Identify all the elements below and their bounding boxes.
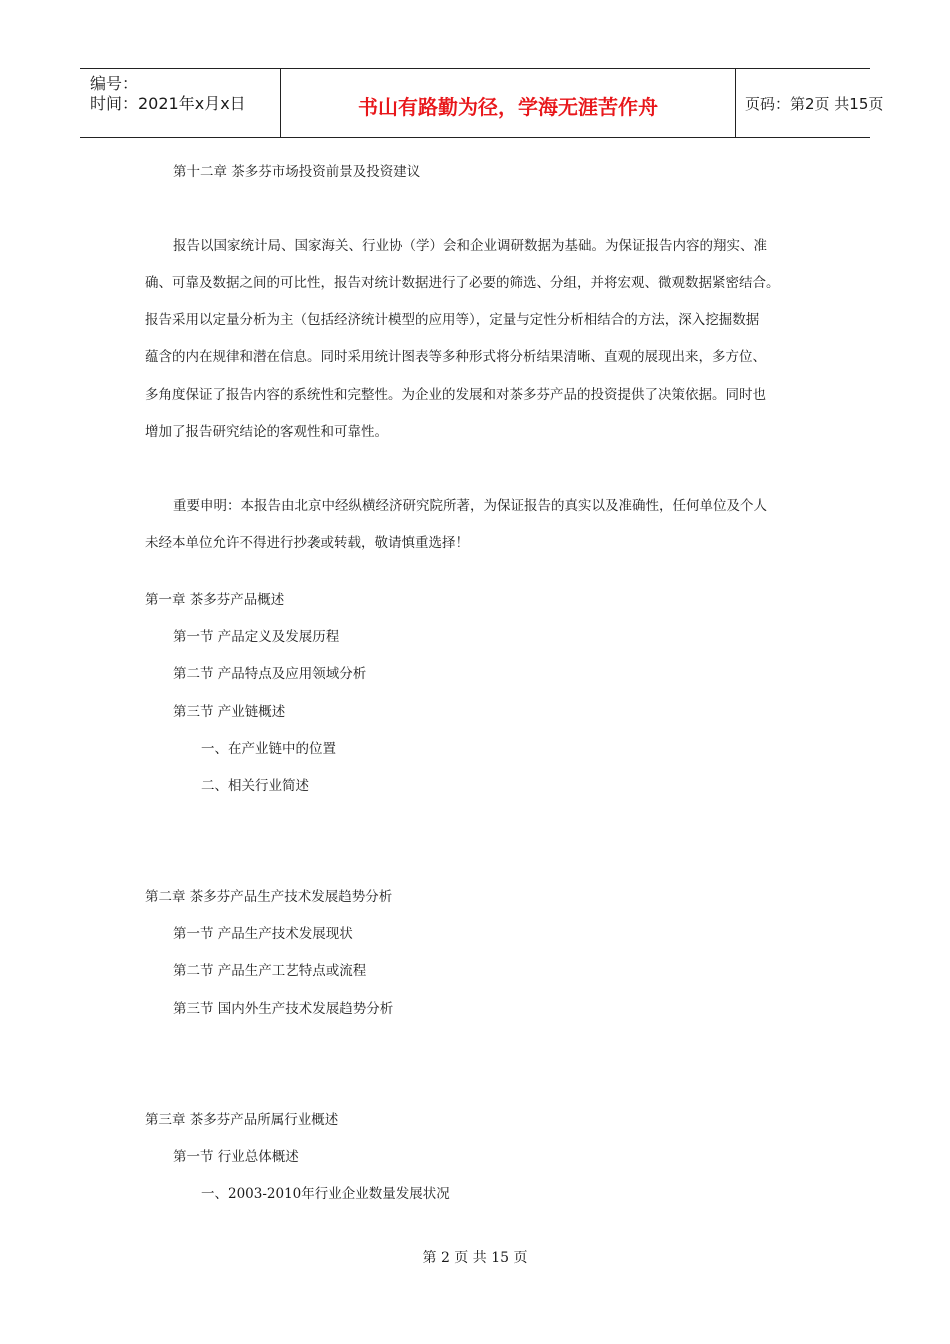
- intro-line: 增加了报告研究结论的客观性和可靠性。: [145, 424, 388, 440]
- page-footer: 第 2 页 共 15 页: [422, 1250, 528, 1266]
- toc-section: 第一节 产品生产技术发展现状: [173, 926, 353, 942]
- intro-line: 多角度保证了报告内容的系统性和完整性。为企业的发展和对茶多芬产品的投资提供了决策依据。同时也: [145, 387, 766, 403]
- intro-line: 报告以国家统计局、国家海关、行业协（学）会和企业调研数据为基础。为保证报告内容的翔实、准: [173, 238, 767, 254]
- toc-chapter: 第一章 茶多芬产品概述: [145, 592, 285, 608]
- header-motto: 书山有路勤为径，学海无涯苦作舟: [358, 95, 658, 119]
- header-motto-cell: [280, 69, 736, 137]
- document-code-label: 编号：: [90, 74, 139, 93]
- intro-line: 蕴含的内在规律和潜在信息。同时采用统计图表等多种形式将分析结果清晰、直观的展现出来，多方位、: [145, 349, 766, 365]
- header-page-info: 页码：第2页 共15页: [745, 95, 884, 113]
- notice-line: 未经本单位允许不得进行抄袭或转载，敬请慎重选择！: [145, 535, 469, 551]
- toc-section: 第一节 行业总体概述: [173, 1149, 299, 1165]
- header-page-cell: [735, 69, 884, 137]
- chapter-12-title: 第十二章 茶多芬市场投资前景及投资建议: [173, 164, 421, 180]
- document-time: 时间：2021年x月x日: [90, 94, 246, 113]
- header-meta-cell: [80, 69, 280, 137]
- toc-chapter: 第二章 茶多芬产品生产技术发展趋势分析: [145, 889, 393, 905]
- toc-section: 第三节 国内外生产技术发展趋势分析: [173, 1001, 394, 1017]
- toc-item: 一、在产业链中的位置: [201, 741, 336, 757]
- toc-item: 二、相关行业简述: [201, 778, 309, 794]
- toc-section: 第三节 产业链概述: [173, 704, 286, 720]
- toc-section: 第一节 产品定义及发展历程: [173, 629, 340, 645]
- toc-chapter: 第三章 茶多芬产品所属行业概述: [145, 1112, 339, 1128]
- document-header: [80, 68, 884, 138]
- intro-line: 报告采用以定量分析为主（包括经济统计模型的应用等），定量与定性分析相结合的方法，深入挖掘数据: [145, 312, 760, 328]
- toc-item: 一、2003-2010年行业企业数量发展状况: [201, 1186, 450, 1202]
- intro-line: 确、可靠及数据之间的可比性，报告对统计数据进行了必要的筛选、分组，并将宏观、微观数据紧密结合。: [145, 275, 780, 291]
- notice-line: 重要申明：本报告由北京中经纵横经济研究院所著，为保证报告的真实以及准确性，任何单位及个人: [173, 498, 767, 514]
- toc-section: 第二节 产品生产工艺特点或流程: [173, 963, 367, 979]
- toc-section: 第二节 产品特点及应用领域分析: [173, 666, 367, 682]
